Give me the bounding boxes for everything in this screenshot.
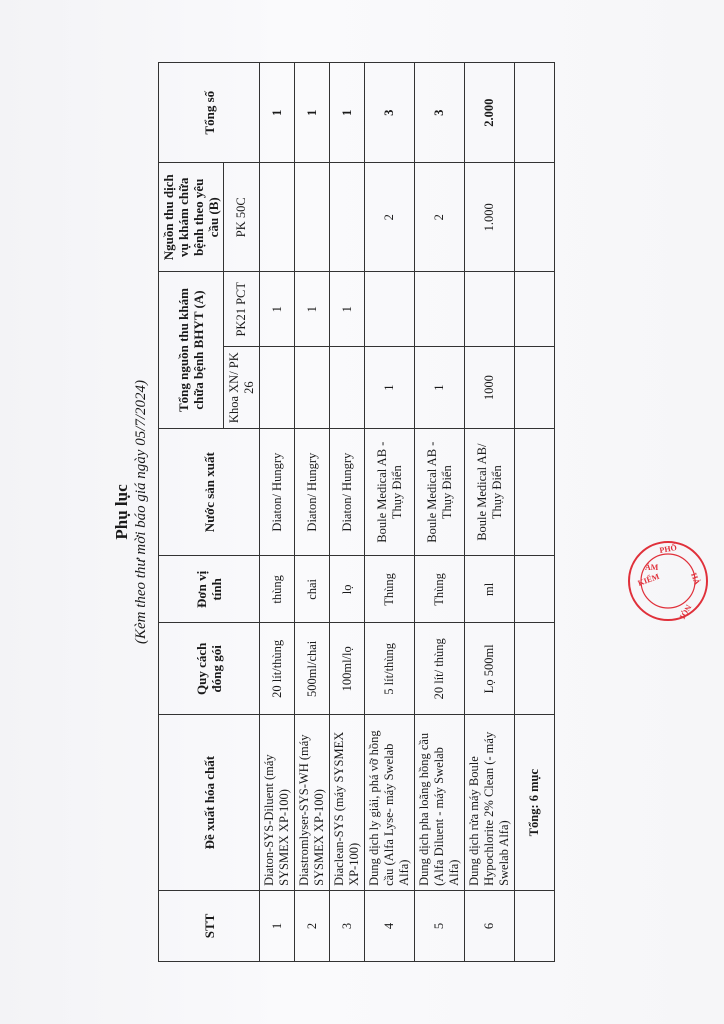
cell-b1 — [260, 163, 295, 272]
cell-a2: 1 — [295, 272, 330, 347]
cell-pack: 20 lít/ thùng — [415, 623, 465, 715]
header-sub-a2: PK21 PCT — [224, 272, 260, 347]
cell-a2 — [415, 272, 465, 347]
cell-origin: Boule Medical AB - Thụy Điển — [365, 428, 415, 556]
cell-a1 — [295, 347, 330, 429]
cell-stt: 4 — [365, 890, 415, 961]
cell-a2 — [465, 272, 515, 347]
stamp-text-4: KIỂM — [636, 571, 661, 588]
cell-total: 3 — [415, 63, 465, 163]
header-sub-a1: Khoa XN/ PK 26 — [224, 347, 260, 429]
cell-pack: 500ml/chai — [295, 623, 330, 715]
header-item: Đề xuất hóa chất — [159, 715, 260, 891]
cell-total: 2.000 — [465, 63, 515, 163]
cell-total: 3 — [365, 63, 415, 163]
cell-item: Dung dịch rửa máy Boule Hypochlorite 2% Clean (- máy Swelab Alfa) — [465, 715, 515, 891]
cell-a2: 1 — [330, 272, 365, 347]
cell-unit: Thùng — [415, 556, 465, 623]
table-row — [260, 63, 295, 962]
cell-a1 — [330, 347, 365, 429]
cell-pack: Lọ 500ml — [465, 623, 515, 715]
cell-a1: 1 — [365, 347, 415, 429]
summary-empty — [515, 347, 555, 429]
cell-total: 1 — [295, 63, 330, 163]
header-total: Tổng số — [159, 63, 260, 163]
summary-empty — [515, 428, 555, 556]
cell-b1: 2 — [415, 163, 465, 272]
header-unit: Đơn vị tính — [159, 556, 260, 623]
cell-item: Diastromlyser-SYS-WH (máy SYSMEX XP-100) — [295, 715, 330, 891]
cell-unit: ml — [465, 556, 515, 623]
stamp-text-2: HÀ — [689, 571, 702, 586]
summary-empty-stt — [515, 890, 555, 961]
table-row — [365, 63, 415, 962]
cell-pack: 100ml/lọ — [330, 623, 365, 715]
header-group-a: Tổng nguồn thu khám chữa bệnh BHYT (A) — [159, 272, 224, 429]
cell-unit: lọ — [330, 556, 365, 623]
cell-b1 — [295, 163, 330, 272]
cell-a2 — [365, 272, 415, 347]
cell-origin: Boule Medical AB/ Thụy Điển — [465, 428, 515, 556]
summary-empty — [515, 63, 555, 163]
cell-unit: thùng — [260, 556, 295, 623]
document-subtitle: (Kèm theo thư mời báo giá ngày 05/7/2024) — [133, 379, 149, 645]
cell-stt: 2 — [295, 890, 330, 961]
cell-item: Dung dịch pha loãng hồng cầu (Alfa Diluent - máy Swelab Alfa) — [415, 715, 465, 891]
cell-origin: Diaton/ Hungry — [295, 428, 330, 556]
summary-label: Tổng: 6 mục — [515, 715, 555, 891]
cell-pack: 5 lít/thùng — [365, 623, 415, 715]
header-sub-b1: PK 50C — [224, 163, 260, 272]
cell-stt: 6 — [465, 890, 515, 961]
header-pack: Quy cách đóng gói — [159, 623, 260, 715]
summary-empty — [515, 556, 555, 623]
table-row — [415, 63, 465, 962]
red-seal-stamp — [625, 538, 711, 624]
rotated-page-content — [112, 62, 552, 962]
cell-b1 — [330, 163, 365, 272]
summary-empty — [515, 163, 555, 272]
cell-total: 1 — [330, 63, 365, 163]
cell-stt: 1 — [260, 890, 295, 961]
summary-row — [515, 63, 555, 962]
stamp-text-3: NỘI — [677, 603, 694, 621]
cell-item: Diaclean-SYS (máy SYSMEX XP-100) — [330, 715, 365, 891]
cell-a1: 1 — [415, 347, 465, 429]
cell-origin: Diaton/ Hungry — [260, 428, 295, 556]
cell-total: 1 — [260, 63, 295, 163]
table-row — [295, 63, 330, 962]
cell-origin: Boule Medical AB - Thụy Điển — [415, 428, 465, 556]
document-title: Phụ lục — [112, 484, 131, 540]
cell-b1: 2 — [365, 163, 415, 272]
document-heading — [112, 62, 150, 962]
header-stt: STT — [159, 890, 260, 961]
header-group-b: Nguồn thu dịch vụ khám chữa bệnh theo yêu cầu (B) — [159, 163, 224, 272]
table-row — [465, 63, 515, 962]
header-origin: Nước sản xuất — [159, 428, 260, 556]
cell-item: Diaton-SYS-Diluent (máy SYSMEX XP-100) — [260, 715, 295, 891]
cell-unit: chai — [295, 556, 330, 623]
stamp-text-1: PHỐ — [658, 543, 678, 555]
summary-empty — [515, 272, 555, 347]
stamp-text-5: ÂM — [645, 563, 659, 572]
table-row — [330, 63, 365, 962]
summary-empty — [515, 623, 555, 715]
appendix-table — [158, 62, 555, 962]
cell-unit: Thùng — [365, 556, 415, 623]
cell-b1: 1.000 — [465, 163, 515, 272]
cell-a1 — [260, 347, 295, 429]
cell-a2: 1 — [260, 272, 295, 347]
cell-pack: 20 lít/thùng — [260, 623, 295, 715]
cell-a1: 1000 — [465, 347, 515, 429]
cell-item: Dung dịch ly giải, phá vỡ hồng cầu (Alfa Lyse- máy Swelab Alfa) — [365, 715, 415, 891]
cell-stt: 3 — [330, 890, 365, 961]
cell-stt: 5 — [415, 890, 465, 961]
cell-origin: Diaton/ Hungry — [330, 428, 365, 556]
